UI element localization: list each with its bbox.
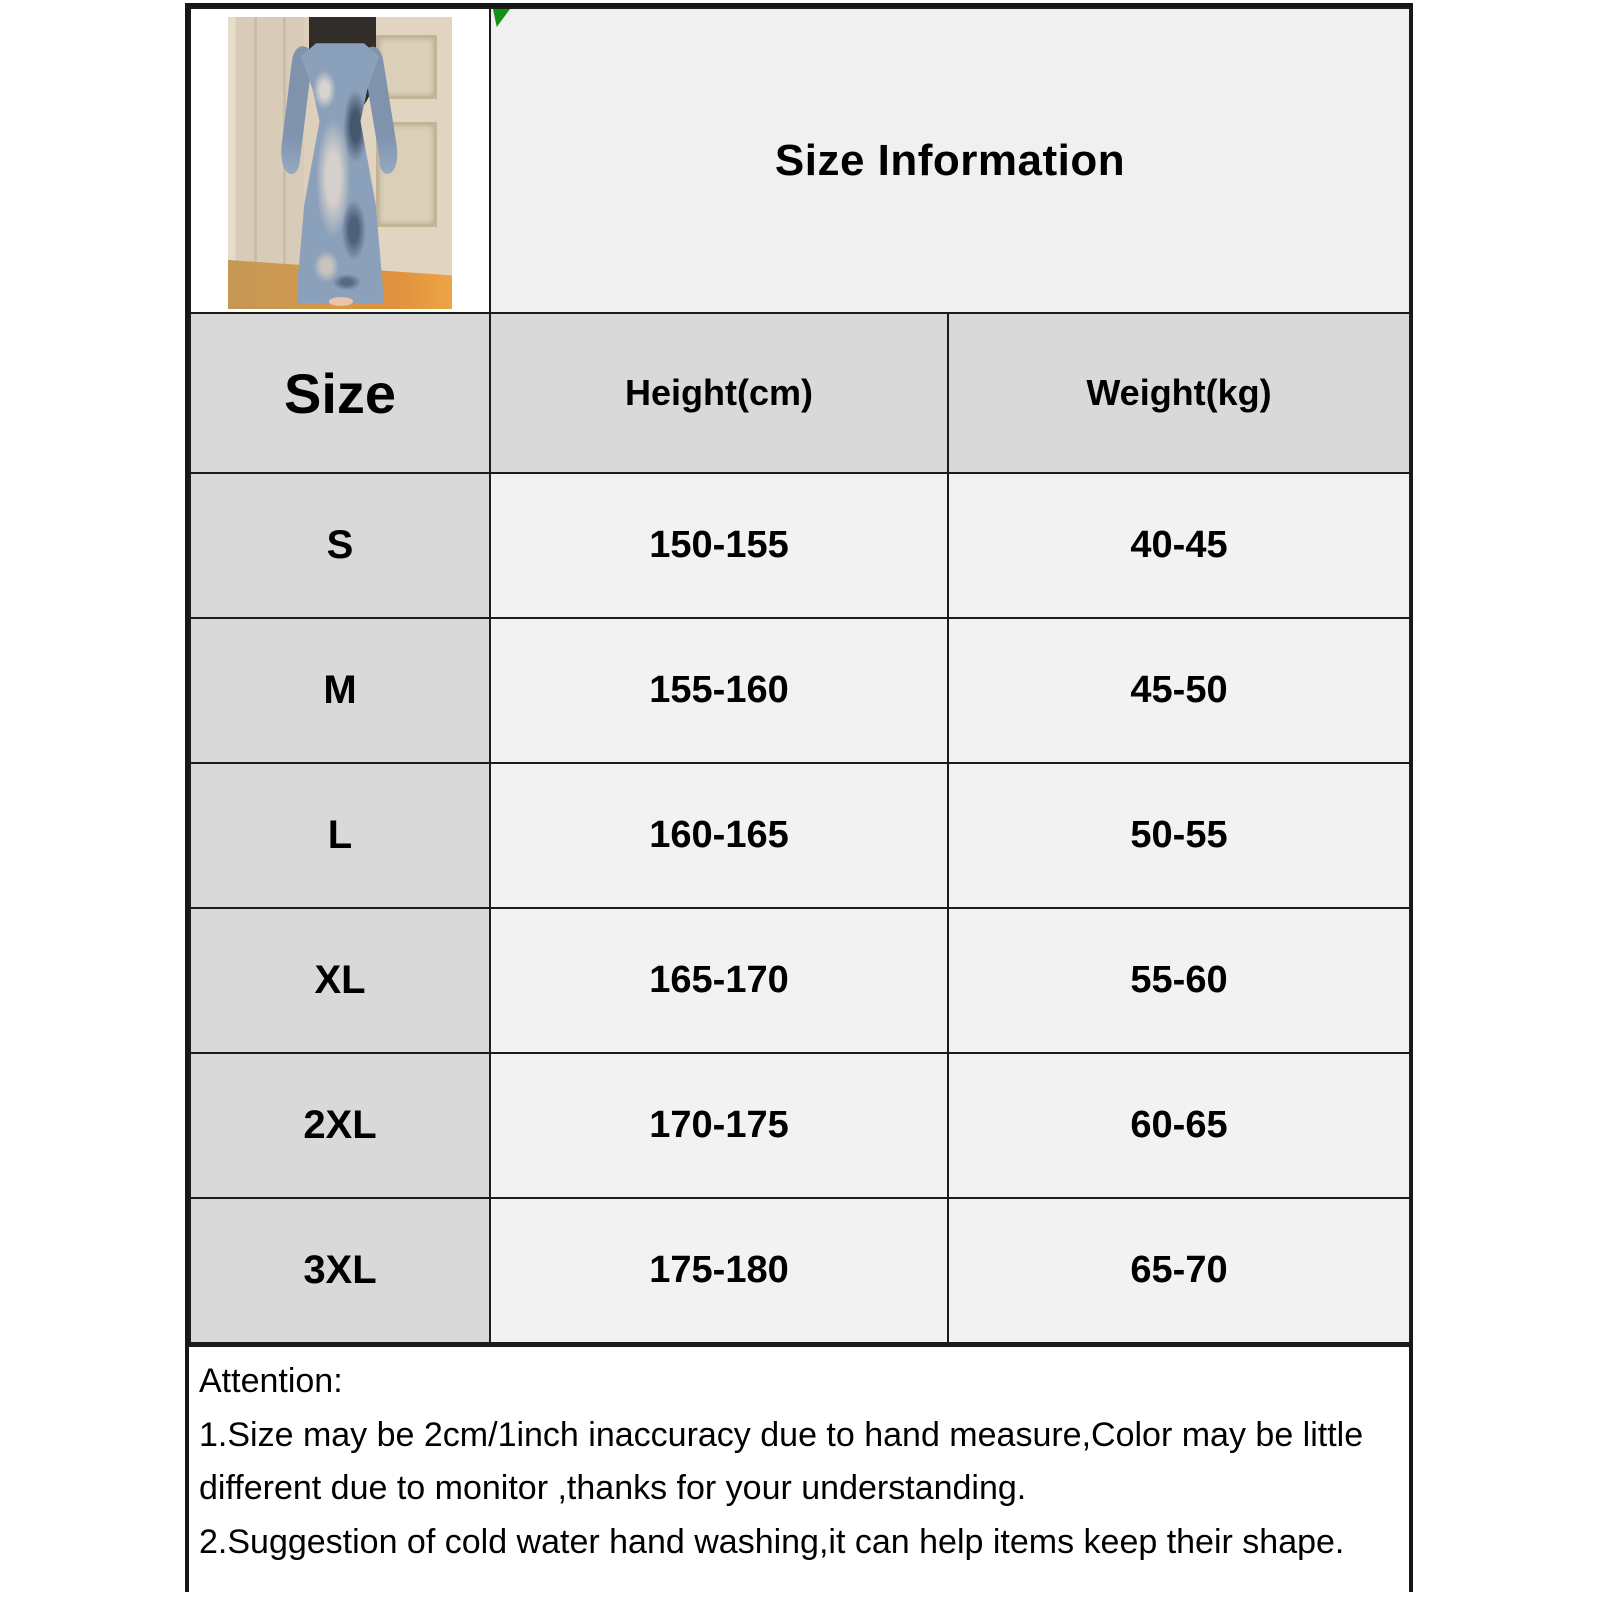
size-label: XL xyxy=(190,908,490,1053)
table-row xyxy=(190,618,1410,763)
height-value: 155-160 xyxy=(490,618,948,763)
product-photo-cell xyxy=(190,8,490,313)
table-row xyxy=(190,1198,1410,1343)
weight-value: 40-45 xyxy=(948,473,1410,618)
table-row xyxy=(190,908,1410,1053)
size-label: M xyxy=(190,618,490,763)
weight-value: 55-60 xyxy=(948,908,1410,1053)
product-photo xyxy=(228,17,452,309)
attention-note-2: 2.Suggestion of cold water hand washing,it can help items keep their shape. xyxy=(199,1523,1345,1562)
size-label: 3XL xyxy=(190,1198,490,1343)
table-header-row xyxy=(190,313,1410,473)
attention-section xyxy=(189,1344,1409,1596)
size-table xyxy=(189,7,1411,1344)
green-corner-marker-icon xyxy=(493,9,510,27)
photo-title-row xyxy=(190,8,1410,313)
height-value: 165-170 xyxy=(490,908,948,1053)
column-header-height: Height(cm) xyxy=(490,313,948,473)
weight-value: 45-50 xyxy=(948,618,1410,763)
weight-value: 65-70 xyxy=(948,1198,1410,1343)
weight-value: 60-65 xyxy=(948,1053,1410,1198)
size-label: 2XL xyxy=(190,1053,490,1198)
height-value: 175-180 xyxy=(490,1198,948,1343)
attention-note-1: 1.Size may be 2cm/1inch inaccuracy due to hand measure,Color may be little different due to monitor ,thanks for your understanding. xyxy=(199,1415,1364,1508)
photo-floral-dress xyxy=(297,43,382,303)
height-value: 150-155 xyxy=(490,473,948,618)
column-header-size: Size xyxy=(190,313,490,473)
size-info-sheet xyxy=(185,3,1413,1592)
title-cell xyxy=(490,8,1410,313)
table-row xyxy=(190,473,1410,618)
page-title: Size Information xyxy=(774,135,1126,185)
column-header-weight: Weight(kg) xyxy=(948,313,1410,473)
weight-value: 50-55 xyxy=(948,763,1410,908)
size-label: S xyxy=(190,473,490,618)
attention-heading: Attention: xyxy=(199,1362,343,1400)
table-row xyxy=(190,1053,1410,1198)
size-label: L xyxy=(190,763,490,908)
height-value: 160-165 xyxy=(490,763,948,908)
table-row xyxy=(190,763,1410,908)
height-value: 170-175 xyxy=(490,1053,948,1198)
